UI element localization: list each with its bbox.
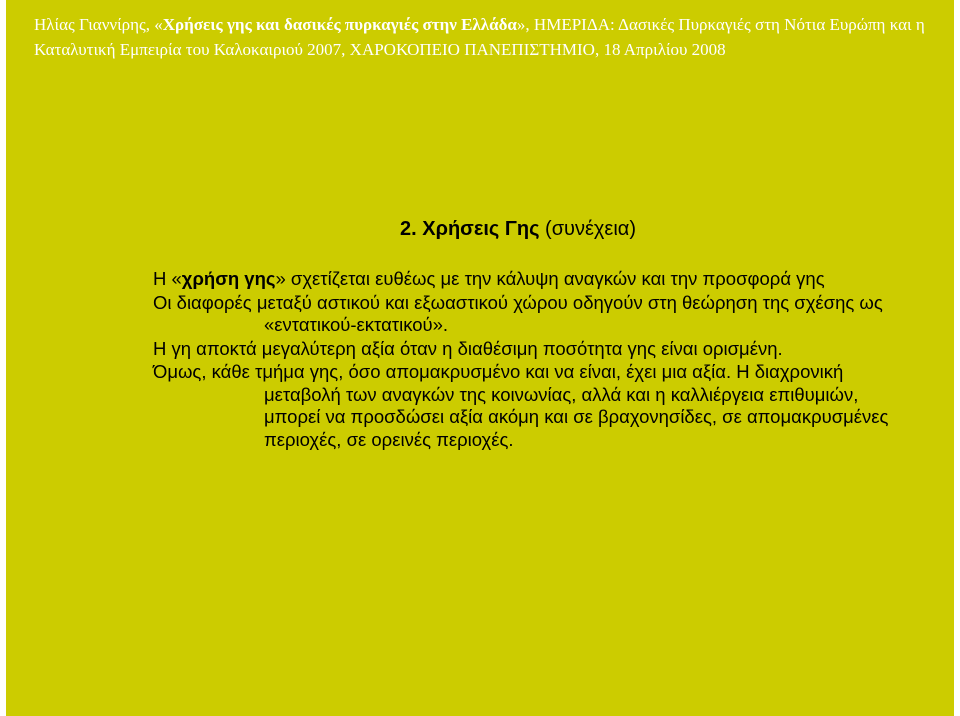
paragraph-land-value: Η γη αποκτά μεγαλύτερη αξία όταν η διαθέσιμη ποσότητα γης είναι ορισμένη. bbox=[153, 337, 783, 359]
paragraph-urban-differences: Οι διαφορές μεταξύ αστικού και εξωαστικού χώρου οδηγούν στη θεώρηση της σχέσης ως «εντατικού-εκτατικού». bbox=[153, 291, 883, 335]
slide bbox=[6, 0, 954, 716]
paragraph-remote-land: Όμως, κάθε τμήμα γης, όσο απομακρυσμένο και να είναι, έχει μια αξία. Η διαχρονική μεταβολή των αναγκών της κοινωνίας, αλλά και η καλλιέργεια επιθυμιών, μπορεί να προσδώσει αξία ακόμη και σε βραχονησίδες, σε απομακρυσμένες περιοχές, σε ορεινές περιοχές. bbox=[153, 361, 889, 450]
header-text-start: Ηλίας Γιαννίρης, « bbox=[34, 15, 163, 34]
paragraph-land-use-before: Η « bbox=[153, 268, 182, 289]
slide-title bbox=[400, 216, 636, 242]
slide-body bbox=[153, 268, 893, 451]
slide-title-suffix: (συνέχεια) bbox=[539, 218, 636, 240]
slide-header bbox=[34, 12, 934, 62]
slide-title-main: 2. Χρήσεις Γης bbox=[400, 218, 540, 240]
paragraph-land-use bbox=[153, 268, 893, 291]
header-text-end: », ΗΜΕΡΙΔΑ: Δασικές Πυρκαγιές στη Νότια Ευρώπη και η Καταλυτική Εμπειρία του Καλοκαιριού 2007, ΧΑΡΟΚΟΠΕΙΟ ΠΑΝΕΠΙΣΤΗΜΙΟ, 18 Απριλίου 2008 bbox=[34, 15, 925, 59]
header-talk-title: Χρήσεις γης και δασικές πυρκαγιές στην Ελλάδα bbox=[162, 15, 517, 34]
paragraph-land-use-after: » σχετίζεται ευθέως με την κάλυψη αναγκών και την προσφορά γης bbox=[275, 268, 825, 289]
paragraph-land-use-term: χρήση γης bbox=[181, 268, 276, 289]
